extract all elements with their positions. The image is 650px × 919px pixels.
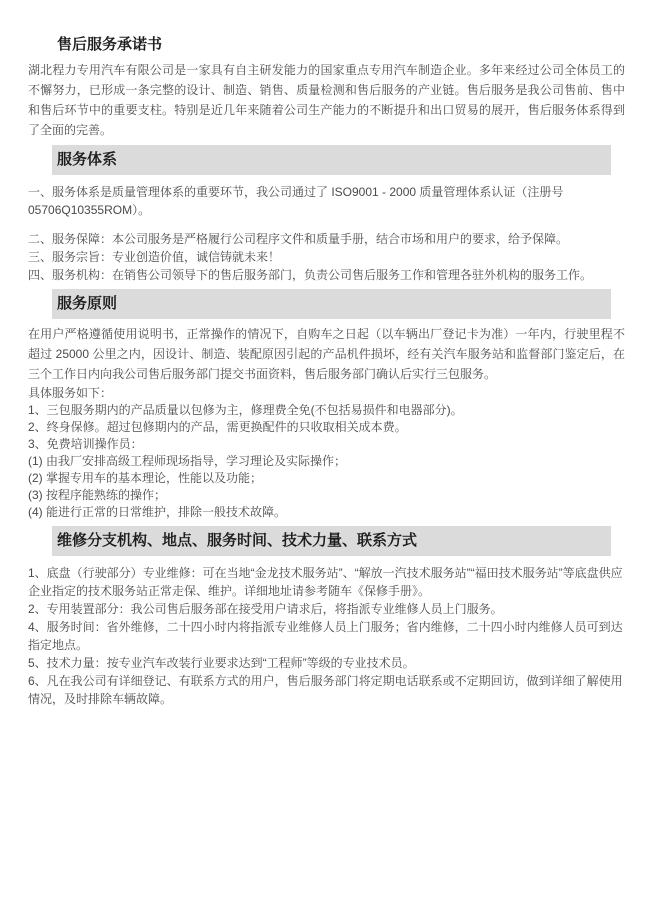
list-item: 一、服务体系是质量管理体系的重要环节，我公司通过了 ISO9001 - 2000 质量管理体系认证（注册号 05706Q10355ROM）。 bbox=[28, 185, 564, 217]
list-item: 2、终身保修。超过包修期内的产品，需更换配件的只收取相关成本费。 bbox=[28, 420, 407, 434]
list-item: (1) 由我厂安排高级工程师现场指导，学习理论及实际操作； bbox=[28, 454, 347, 468]
list-item: 2、专用装置部分：我公司售后服务部在接受用户请求后，将指派专业维修人员上门服务。 bbox=[28, 602, 503, 616]
list-item: 3、免费培训操作员： bbox=[28, 437, 143, 451]
list-item: 四、服务机构：在销售公司领导下的售后服务部门，负责公司售后服务工作和管理各驻外机构的服务工作。 bbox=[28, 268, 593, 282]
service-details-subtitle: 具体服务如下： bbox=[28, 386, 113, 400]
repair-branches-list bbox=[28, 564, 625, 708]
section-heading-repair-branches: 维修分支机构、地点、服务时间、技术力量、联系方式 bbox=[52, 526, 611, 556]
section-heading-service-system: 服务体系 bbox=[52, 145, 611, 175]
service-system-list bbox=[28, 183, 625, 284]
list-item: 1、底盘（行驶部分）专业维修：可在当地“金龙技术服务站”、“解放一汽技术服务站”“福田技术服务站”等底盘供应企业指定的技术服务站正常走保、维护。详细地址请参考随车《保修手册》。 bbox=[28, 566, 623, 598]
list-item: 三、服务宗旨：专业创造价值，诚信铸就未来！ bbox=[28, 250, 281, 264]
list-item: (4) 能进行正常的日常维护，排除一般技术故障。 bbox=[28, 505, 287, 519]
list-item: (2) 掌握专用车的基本理论，性能以及功能； bbox=[28, 471, 263, 485]
document-title: 售后服务承诺书 bbox=[57, 36, 163, 53]
list-item: 二、服务保障：本公司服务是严格履行公司程序文件和质量手册，结合市场和用户的要求，给予保障。 bbox=[28, 232, 569, 246]
list-item: 6、凡在我公司有详细登记、有联系方式的用户，售后服务部门将定期电话联系或不定期回访，做到详细了解使用情况，及时排除车辆故障。 bbox=[28, 674, 623, 706]
service-principles-list bbox=[28, 402, 625, 521]
list-item: 4、服务时间：省外维修，二十四小时内将指派专业维修人员上门服务；省内维修，二十四小时内维修人员可到达指定地点。 bbox=[28, 620, 623, 652]
list-item: (3) 按程序能熟练的操作； bbox=[28, 488, 167, 502]
list-item: 5、技术力量：按专业汽车改装行业要求达到“工程师”等级的专业技术员。 bbox=[28, 656, 415, 670]
warranty-policy-paragraph: 在用户严格遵循使用说明书，正常操作的情况下，自购车之日起（以车辆出厂登记卡为准）一年内，行驶里程不超过 25000 公里之内，因设计、制造、装配原因引起的产品机件损坏，经有关汽车服务站和监督部门鉴定后，在三个工作日内向我公司售后服务部门提交书面资料，售后服务部门确认后实行三包服务。 bbox=[28, 327, 625, 381]
intro-paragraph: 湖北程力专用汽车有限公司是一家具有自主研发能力的国家重点专用汽车制造企业。多年来经过公司全体员工的不懈努力，已形成一条完整的设计、制造、销售、质量检测和售后服务的产业链。售后服务是我公司售前、售中和售后环节中的重要支柱。特别是近几年来随着公司生产能力的不断提升和出口贸易的展开，售后服务体系得到了全面的完善。 bbox=[28, 63, 625, 137]
list-item: 1、三包服务期内的产品质量以包修为主，修理费全免(不包括易损件和电器部分)。 bbox=[28, 403, 463, 417]
section-heading-service-principles: 服务原则 bbox=[52, 289, 611, 319]
